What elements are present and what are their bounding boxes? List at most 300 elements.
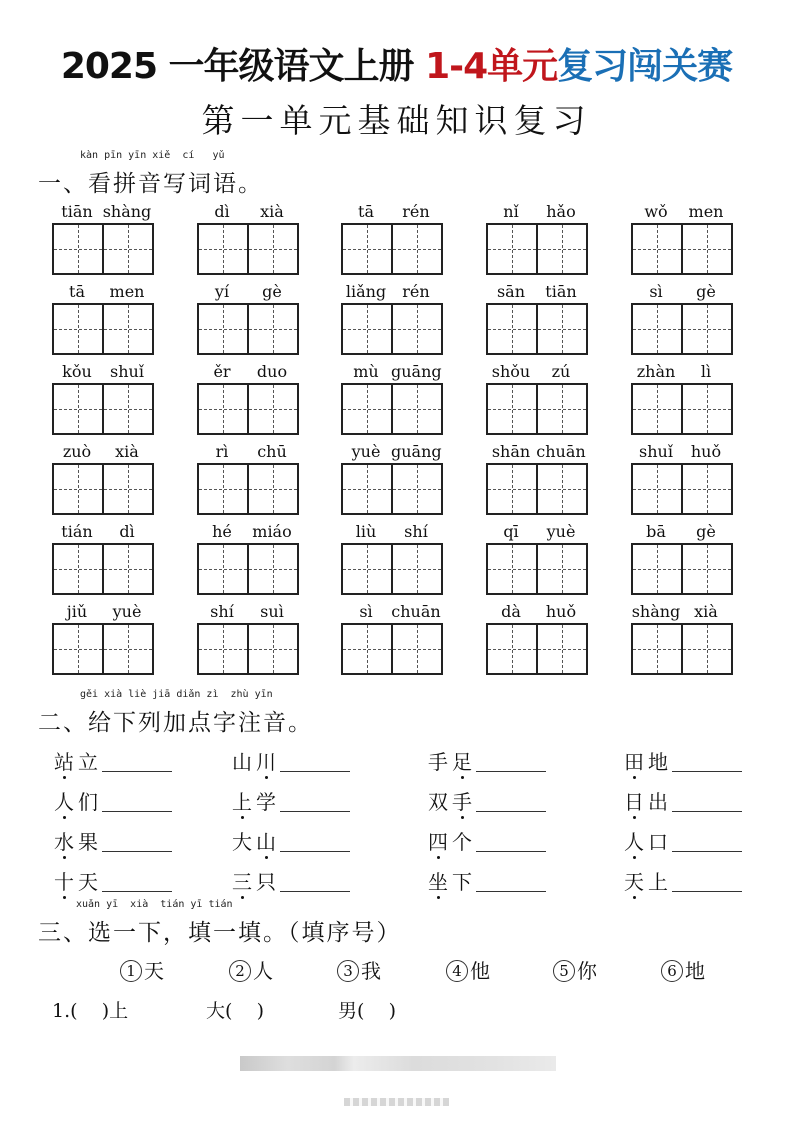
- pinyin-syllable: huǒ: [690, 442, 722, 461]
- annotation-item: [52, 786, 172, 815]
- writing-cell[interactable]: [488, 385, 536, 433]
- writing-cell[interactable]: [102, 385, 152, 433]
- pinyin-label: [341, 441, 441, 461]
- pinyin-syllable: chuān: [536, 442, 586, 461]
- answer-blank[interactable]: [280, 771, 350, 772]
- word-box: [52, 201, 152, 275]
- answer-blank[interactable]: [672, 851, 742, 852]
- pinyin-syllable: tiān: [545, 282, 577, 301]
- pinyin-syllable: xià: [260, 202, 284, 221]
- word-box: [341, 201, 441, 275]
- tianzige-box[interactable]: [52, 383, 154, 435]
- pinyin-syllable: lì: [700, 362, 712, 381]
- pinyin-label: [341, 361, 441, 381]
- tianzige-box[interactable]: [631, 383, 733, 435]
- writing-cell[interactable]: [536, 305, 586, 353]
- word-box: [631, 201, 731, 275]
- pinyin-label: [631, 441, 731, 461]
- dotted-character: 水: [52, 826, 76, 855]
- pinyin-syllable: liǎng: [345, 282, 387, 301]
- pinyin-label: [631, 281, 731, 301]
- circled-number: 2: [229, 960, 251, 982]
- pinyin-syllable: shàng: [631, 602, 681, 621]
- writing-cell[interactable]: [343, 385, 391, 433]
- writing-cell[interactable]: [102, 545, 152, 593]
- word-box: [631, 281, 731, 355]
- pinyin-label: [486, 601, 586, 621]
- section3-heading: 三、选一下，填一填。（填序号）: [38, 920, 402, 946]
- circled-number: 5: [553, 960, 575, 982]
- pinyin-syllable: huǒ: [545, 602, 577, 621]
- pinyin-syllable: shàng: [102, 202, 152, 221]
- pinyin-syllable: chuān: [391, 602, 441, 621]
- circled-number: 1: [120, 960, 142, 982]
- choice-character: 地: [685, 959, 705, 983]
- pinyin-syllable: kǒu: [62, 362, 92, 381]
- tianzige-box[interactable]: [197, 623, 299, 675]
- pinyin-syllable: guāng: [391, 442, 442, 461]
- choice-character: 天: [144, 959, 164, 983]
- writing-cell[interactable]: [536, 465, 586, 513]
- fill-in-item[interactable]: 大( ): [206, 1000, 264, 1022]
- writing-cell[interactable]: [54, 385, 102, 433]
- pinyin-label: [631, 601, 731, 621]
- tianzige-box[interactable]: [52, 463, 154, 515]
- tianzige-box[interactable]: [486, 543, 588, 595]
- writing-cell[interactable]: [633, 625, 681, 673]
- word-box: [486, 361, 586, 435]
- worksheet-title: [0, 38, 793, 89]
- word-box: [52, 361, 152, 435]
- tianzige-box[interactable]: [486, 223, 588, 275]
- writing-cell[interactable]: [633, 225, 681, 273]
- pinyin-syllable: shuǐ: [639, 442, 673, 461]
- pinyin-syllable: gè: [696, 282, 716, 301]
- annotation-item: [230, 866, 350, 895]
- character: 地: [648, 750, 668, 774]
- dotted-character: 站: [52, 746, 76, 775]
- annotation-item: [426, 866, 546, 895]
- pinyin-label: [631, 521, 731, 541]
- section2-pinyin: gěi xià liè jiā diǎn zì zhù yīn: [80, 689, 273, 700]
- pinyin-syllable: tā: [69, 282, 85, 301]
- writing-cell[interactable]: [102, 305, 152, 353]
- pinyin-syllable: guāng: [391, 362, 442, 381]
- writing-cell[interactable]: [536, 625, 586, 673]
- pinyin-label: [631, 361, 731, 381]
- word-box: [631, 441, 731, 515]
- answer-blank[interactable]: [672, 811, 742, 812]
- pinyin-label: [486, 361, 586, 381]
- pinyin-label: [341, 521, 441, 541]
- character: 立: [78, 750, 98, 774]
- word-box: [52, 601, 152, 675]
- word-box: [631, 361, 731, 435]
- word-box: [341, 281, 441, 355]
- tianzige-box[interactable]: [486, 463, 588, 515]
- pinyin-syllable: xià: [694, 602, 718, 621]
- answer-blank[interactable]: [102, 851, 172, 852]
- tianzige-box[interactable]: [341, 223, 443, 275]
- pinyin-syllable: duo: [256, 362, 288, 381]
- dotted-character: 四: [426, 826, 450, 855]
- tianzige-box[interactable]: [197, 303, 299, 355]
- circled-number: 3: [337, 960, 359, 982]
- tianzige-box[interactable]: [197, 543, 299, 595]
- character: 手: [428, 750, 448, 774]
- choice-option: [446, 955, 490, 984]
- pinyin-syllable: men: [688, 202, 724, 221]
- writing-cell[interactable]: [247, 385, 297, 433]
- pinyin-syllable: zú: [551, 362, 571, 381]
- pinyin-syllable: rì: [215, 442, 229, 461]
- pinyin-label: [52, 441, 152, 461]
- word-box: [197, 521, 297, 595]
- annotation-item: [426, 746, 546, 775]
- pinyin-syllable: yuè: [351, 442, 381, 461]
- writing-cell[interactable]: [488, 305, 536, 353]
- writing-cell[interactable]: [681, 225, 731, 273]
- answer-blank[interactable]: [476, 891, 546, 892]
- pinyin-syllable: wǒ: [644, 202, 668, 221]
- pinyin-syllable: shǒu: [491, 362, 531, 381]
- annotation-item: [426, 826, 546, 855]
- choice-option: [661, 955, 705, 984]
- choice-option: [229, 955, 273, 984]
- character: 果: [78, 830, 98, 854]
- annotation-item: [52, 866, 172, 895]
- tianzige-box[interactable]: [631, 543, 733, 595]
- dotted-character: 日: [622, 786, 646, 815]
- writing-cell[interactable]: [343, 465, 391, 513]
- answer-blank[interactable]: [476, 771, 546, 772]
- word-box: [486, 441, 586, 515]
- annotation-item: [622, 826, 742, 855]
- dotted-character: 十: [52, 866, 76, 895]
- pinyin-syllable: bā: [646, 522, 666, 541]
- writing-cell[interactable]: [247, 625, 297, 673]
- word-box: [197, 601, 297, 675]
- writing-cell[interactable]: [681, 385, 731, 433]
- character: 们: [78, 790, 98, 814]
- word-box: [52, 521, 152, 595]
- writing-cell[interactable]: [54, 625, 102, 673]
- writing-cell[interactable]: [199, 385, 247, 433]
- tianzige-box[interactable]: [341, 303, 443, 355]
- choice-option: [337, 955, 381, 984]
- title-blue: 复习闯关赛: [557, 46, 733, 87]
- character: 下: [452, 870, 472, 894]
- pinyin-label: [341, 201, 441, 221]
- footer-watermark-text: [344, 1098, 449, 1106]
- pinyin-syllable: zhàn: [636, 362, 676, 381]
- section1-pinyin: kàn pīn yīn xiě cí yǔ: [80, 150, 225, 161]
- annotation-item: [52, 746, 172, 775]
- writing-cell[interactable]: [102, 625, 152, 673]
- choice-character: 人: [253, 959, 273, 983]
- fill-in-item[interactable]: 男( ): [338, 1000, 396, 1022]
- writing-cell[interactable]: [199, 225, 247, 273]
- character: 只: [256, 870, 276, 894]
- writing-cell[interactable]: [681, 305, 731, 353]
- pinyin-label: [197, 521, 297, 541]
- writing-cell[interactable]: [199, 625, 247, 673]
- pinyin-label: [341, 281, 441, 301]
- choice-character: 他: [470, 959, 490, 983]
- tianzige-box[interactable]: [631, 463, 733, 515]
- dotted-character: 天: [622, 866, 646, 895]
- pinyin-syllable: ěr: [213, 362, 231, 381]
- pinyin-label: [52, 521, 152, 541]
- pinyin-syllable: shí: [404, 522, 428, 541]
- pinyin-label: [197, 361, 297, 381]
- tianzige-box[interactable]: [486, 383, 588, 435]
- writing-cell[interactable]: [681, 545, 731, 593]
- tianzige-box[interactable]: [631, 223, 733, 275]
- tianzige-box[interactable]: [197, 223, 299, 275]
- pinyin-syllable: tián: [61, 522, 93, 541]
- choice-option: [120, 955, 164, 984]
- tianzige-box[interactable]: [341, 383, 443, 435]
- pinyin-label: [341, 601, 441, 621]
- circled-number: 4: [446, 960, 468, 982]
- choice-character: 你: [577, 959, 597, 983]
- tianzige-box[interactable]: [486, 623, 588, 675]
- pinyin-syllable: suì: [260, 602, 284, 621]
- pinyin-syllable: mù: [353, 362, 379, 381]
- pinyin-syllable: men: [109, 282, 145, 301]
- writing-cell[interactable]: [199, 305, 247, 353]
- pinyin-label: [52, 281, 152, 301]
- writing-cell[interactable]: [488, 625, 536, 673]
- tianzige-box[interactable]: [341, 543, 443, 595]
- answer-blank[interactable]: [476, 851, 546, 852]
- pinyin-label: [197, 281, 297, 301]
- character: 大: [232, 830, 252, 854]
- tianzige-box[interactable]: [631, 303, 733, 355]
- writing-cell[interactable]: [102, 465, 152, 513]
- pinyin-syllable: sì: [649, 282, 663, 301]
- answer-blank[interactable]: [476, 811, 546, 812]
- dotted-character: 坐: [426, 866, 450, 895]
- dotted-character: 足: [450, 746, 474, 775]
- tianzige-box[interactable]: [197, 463, 299, 515]
- character: 山: [232, 750, 252, 774]
- writing-cell[interactable]: [633, 385, 681, 433]
- word-box: [486, 601, 586, 675]
- answer-blank[interactable]: [102, 771, 172, 772]
- writing-cell[interactable]: [633, 305, 681, 353]
- pinyin-syllable: shān: [491, 442, 531, 461]
- annotation-item: [230, 826, 350, 855]
- writing-cell[interactable]: [391, 305, 441, 353]
- word-box: [197, 201, 297, 275]
- character: 双: [428, 790, 448, 814]
- writing-cell[interactable]: [54, 305, 102, 353]
- pinyin-label: [52, 601, 152, 621]
- character: 出: [648, 790, 668, 814]
- writing-cell[interactable]: [247, 225, 297, 273]
- writing-cell[interactable]: [247, 305, 297, 353]
- writing-cell[interactable]: [343, 225, 391, 273]
- writing-cell[interactable]: [54, 225, 102, 273]
- pinyin-label: [486, 281, 586, 301]
- pinyin-syllable: hé: [212, 522, 232, 541]
- writing-cell[interactable]: [391, 625, 441, 673]
- pinyin-label: [197, 601, 297, 621]
- pinyin-label: [631, 201, 731, 221]
- pinyin-label: [52, 361, 152, 381]
- writing-cell[interactable]: [488, 225, 536, 273]
- writing-cell[interactable]: [488, 465, 536, 513]
- tianzige-box[interactable]: [486, 303, 588, 355]
- pinyin-syllable: jiǔ: [66, 602, 88, 621]
- pinyin-syllable: yuè: [546, 522, 576, 541]
- annotation-item: [230, 746, 350, 775]
- annotation-item: [622, 786, 742, 815]
- writing-cell[interactable]: [488, 545, 536, 593]
- pinyin-syllable: dì: [119, 522, 135, 541]
- answer-blank[interactable]: [102, 891, 172, 892]
- pinyin-syllable: sì: [359, 602, 373, 621]
- answer-blank[interactable]: [102, 811, 172, 812]
- pinyin-syllable: rén: [402, 202, 430, 221]
- word-box: [631, 601, 731, 675]
- annotation-item: [52, 826, 172, 855]
- section1-heading: 一、看拼音写词语。: [38, 171, 263, 197]
- fill-in-item[interactable]: 1.( )上: [52, 1000, 129, 1022]
- dotted-character: 人: [622, 826, 646, 855]
- worksheet-subtitle: 第一单元基础知识复习: [201, 101, 592, 140]
- writing-cell[interactable]: [633, 545, 681, 593]
- word-box: [486, 201, 586, 275]
- tianzige-box[interactable]: [52, 623, 154, 675]
- pinyin-syllable: nǐ: [503, 202, 519, 221]
- word-box: [197, 361, 297, 435]
- writing-cell[interactable]: [391, 545, 441, 593]
- annotation-item: [622, 746, 742, 775]
- writing-cell[interactable]: [343, 545, 391, 593]
- writing-cell[interactable]: [199, 545, 247, 593]
- writing-cell[interactable]: [391, 465, 441, 513]
- annotation-item: [622, 866, 742, 895]
- annotation-item: [230, 786, 350, 815]
- character: 学: [256, 790, 276, 814]
- tianzige-box[interactable]: [341, 463, 443, 515]
- tianzige-box[interactable]: [52, 223, 154, 275]
- pinyin-syllable: shí: [210, 602, 234, 621]
- title-black: 2025 一年级语文上册: [60, 46, 426, 87]
- writing-cell[interactable]: [391, 225, 441, 273]
- tianzige-box[interactable]: [52, 543, 154, 595]
- section3-pinyin: xuǎn yī xià tián yī tián: [76, 899, 233, 910]
- writing-cell[interactable]: [247, 465, 297, 513]
- pinyin-syllable: dà: [501, 602, 521, 621]
- tianzige-box[interactable]: [52, 303, 154, 355]
- writing-cell[interactable]: [343, 625, 391, 673]
- character: 口: [648, 830, 668, 854]
- choice-option: [553, 955, 597, 984]
- word-box: [341, 521, 441, 595]
- pinyin-syllable: gè: [696, 522, 716, 541]
- pinyin-syllable: zuò: [62, 442, 92, 461]
- writing-cell[interactable]: [102, 225, 152, 273]
- answer-blank[interactable]: [280, 891, 350, 892]
- dotted-character: 手: [450, 786, 474, 815]
- pinyin-label: [486, 201, 586, 221]
- word-box: [486, 521, 586, 595]
- writing-cell[interactable]: [391, 385, 441, 433]
- answer-blank[interactable]: [672, 891, 742, 892]
- answer-blank[interactable]: [280, 851, 350, 852]
- choice-character: 我: [361, 959, 381, 983]
- pinyin-syllable: qī: [503, 522, 519, 541]
- pinyin-syllable: gè: [262, 282, 282, 301]
- dotted-character: 人: [52, 786, 76, 815]
- writing-cell[interactable]: [536, 545, 586, 593]
- word-box: [197, 441, 297, 515]
- word-box: [52, 281, 152, 355]
- pinyin-syllable: tā: [358, 202, 374, 221]
- pinyin-label: [197, 441, 297, 461]
- word-box: [631, 521, 731, 595]
- word-box: [341, 601, 441, 675]
- pinyin-syllable: tiān: [61, 202, 93, 221]
- dotted-character: 田: [622, 746, 646, 775]
- pinyin-syllable: sān: [496, 282, 526, 301]
- pinyin-syllable: miáo: [252, 522, 292, 541]
- pinyin-label: [486, 441, 586, 461]
- writing-cell[interactable]: [536, 225, 586, 273]
- footer-watermark-bar: [240, 1056, 556, 1071]
- pinyin-syllable: xià: [115, 442, 139, 461]
- writing-cell[interactable]: [681, 625, 731, 673]
- answer-blank[interactable]: [672, 771, 742, 772]
- pinyin-syllable: dì: [214, 202, 230, 221]
- character: 个: [452, 830, 472, 854]
- pinyin-syllable: shuǐ: [110, 362, 144, 381]
- pinyin-label: [486, 521, 586, 541]
- writing-cell[interactable]: [199, 465, 247, 513]
- tianzige-box[interactable]: [341, 623, 443, 675]
- answer-blank[interactable]: [280, 811, 350, 812]
- writing-cell[interactable]: [633, 465, 681, 513]
- dotted-character: 山: [254, 826, 278, 855]
- word-box: [341, 361, 441, 435]
- writing-cell[interactable]: [54, 545, 102, 593]
- writing-cell[interactable]: [343, 305, 391, 353]
- pinyin-syllable: rén: [402, 282, 430, 301]
- writing-cell[interactable]: [247, 545, 297, 593]
- pinyin-syllable: yuè: [112, 602, 142, 621]
- word-box: [341, 441, 441, 515]
- pinyin-label: [52, 201, 152, 221]
- writing-cell[interactable]: [681, 465, 731, 513]
- dotted-character: 川: [254, 746, 278, 775]
- pinyin-label: [197, 201, 297, 221]
- title-red: 1-4单元: [425, 46, 558, 87]
- tianzige-box[interactable]: [631, 623, 733, 675]
- word-box: [486, 281, 586, 355]
- tianzige-box[interactable]: [197, 383, 299, 435]
- circled-number: 6: [661, 960, 683, 982]
- annotation-item: [426, 786, 546, 815]
- writing-cell[interactable]: [536, 385, 586, 433]
- pinyin-syllable: hǎo: [546, 202, 576, 221]
- section2-heading: 二、给下列加点字注音。: [38, 710, 313, 736]
- word-box: [52, 441, 152, 515]
- writing-cell[interactable]: [54, 465, 102, 513]
